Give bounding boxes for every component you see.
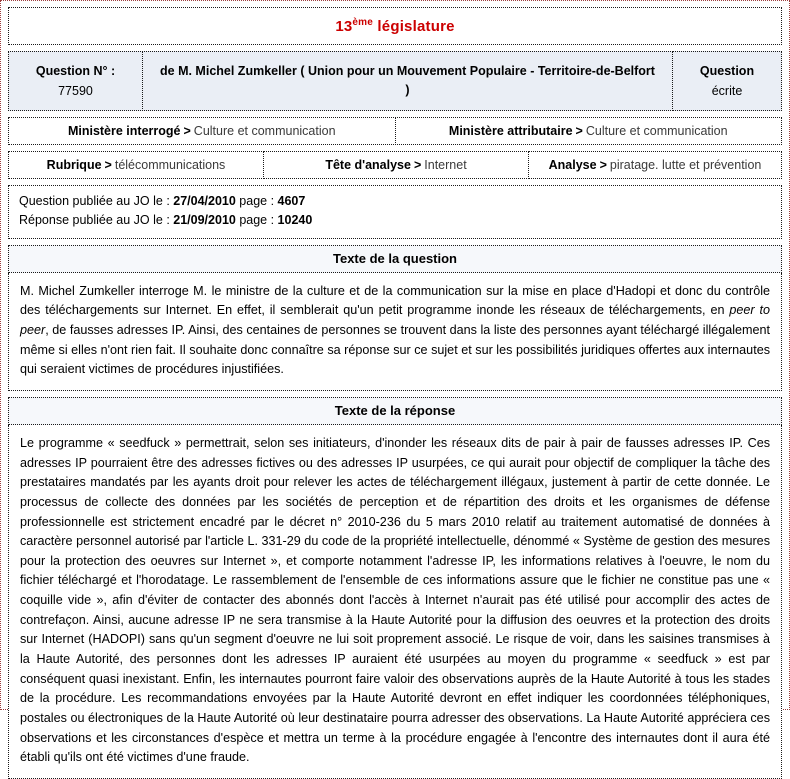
publication-dates-block [8, 185, 782, 239]
ministere-attributaire-label: Ministère attributaire [448, 124, 573, 138]
separator-chevron: > [183, 124, 191, 138]
analyse-value: piratage. lutte et prévention [609, 158, 762, 172]
ministere-interroge-cell [8, 117, 396, 145]
separator-chevron: > [104, 158, 112, 172]
question-author: de M. Michel Zumkeller ( Union pour un Mouvement Populaire - Territoire-de-Belfort ) [160, 63, 655, 97]
classification-row [8, 151, 782, 179]
ministere-attributaire-value: Culture et communication [585, 124, 728, 138]
question-paragraph [20, 282, 770, 380]
question-identity-row [8, 51, 782, 111]
reponse-page-label: page : [235, 213, 278, 228]
rubrique-label: Rubrique [46, 158, 102, 172]
question-page-number: 4607 [277, 194, 306, 208]
tete-analyse-label: Tête d'analyse [325, 158, 411, 172]
tete-analyse-cell [263, 151, 529, 179]
reponse-page-number: 10240 [277, 213, 313, 228]
question-type-line1: Question [699, 64, 755, 78]
legislature-word: législature [377, 17, 455, 35]
tete-analyse-value: Internet [424, 158, 467, 172]
question-publication-prefix: Question publiée au JO le : [19, 194, 174, 208]
question-type-line2: écrite [711, 84, 743, 98]
legislature-number: 13 [335, 17, 353, 35]
question-type-cell [672, 51, 782, 111]
reponse-publication-date: 21/09/2010 [173, 213, 236, 228]
legislature-title-bar [8, 7, 782, 45]
question-publication-date: 27/04/2010 [173, 194, 236, 208]
answer-paragraph: Le programme « seedfuck » permettrait, selon ses initiateurs, d'inonder les réseaux dits de pair à pair de fausses adresses IP. Ces adresses IP pourraient être des adresses fictives ou des adresses IP usurpées, ce qui aurait pour objectif de compliquer la tâche des prestataires mandatés par les ayants droit pour relever les actes de téléchargement illégaux, justement à partir de cette donnée. Le processus de collecte des données par les sociétés de perception et de répartition des droits et les organismes de défense professionnelle est strictement encadré par le décret n° 2010-236 du 5 mars 2010 relatif au traitement automatisé de données à caractère personnel autorisé par l'article L. 331-29 du code de la propriété intellectuelle, dénommé « Système de gestion des mesures pour la protection des oeuvres sur Internet », et comporte notamment l'adresse IP, les informations relatives à l'oeuvre, le nom du fichier téléchargé et l'horodatage. Le rassemblement de l'ensemble de ces informations assure que le fichier ne constitue pas une « coquille vide », afin d'éviter de contacter des abonnés dont l'accès à Internet n'aurait pas été utilisé pour accomplir des actes de contrefaçon. Ainsi, aucune adresse IP ne sera transmise à la Haute Autorité pour la diffusion des oeuvres et la protection des droits sur Internet (HADOPI) sans qu'un segment d'oeuvre ne lui soit proprement associé. Le risque de voir, dans les saisines transmises à la Haute Autorité, des personnes dont les adresses IP auraient été usurpées au moyen du programme « seedfuck » est par conséquent quasi inexistant. Enfin, les internautes pourront faire valoir des observations auprès de la Haute Autorité à tous les stades de la procédure. Les recommandations envoyées par la Haute Autorité devront en effet indiquer les coordonnées téléphoniques, postales ou électroniques de la Haute Autorité où leur destinataire pourra adresser des observations. La Haute Autorité appréciera ces observations et les circonstances d'espèce et mettra un terme à la procédure engagée à l'encontre des internautes dont il aura été établi qu'ils ont été victimes d'une fraude. [20, 435, 770, 765]
ministere-interroge-value: Culture et communication [193, 124, 336, 138]
question-text-part2: , de fausses adresses IP. Ainsi, des centaines de personnes se trouvent dans la liste des personnes ayant téléchargé illégalement même si elles n'ont rien fait. Il souhaite donc connaître sa réponse sur ce sujet et sur les possibilités juridiques offertes aux internautes qui seraient victimes de procédures injustifiées. [20, 323, 770, 377]
question-text-italic: peer to peer [20, 303, 770, 338]
question-number-label: Question N° : [35, 64, 116, 78]
question-publication-line [19, 192, 771, 211]
reponse-publication-prefix: Réponse publiée au JO le : [19, 213, 174, 228]
analyse-label: Analyse [548, 158, 597, 172]
ministries-row [8, 117, 782, 145]
legislature-title [335, 18, 454, 35]
legislature-ordinal-suffix: ème [352, 16, 374, 28]
answer-section-header: Texte de la réponse [8, 397, 782, 425]
separator-chevron: > [599, 158, 607, 172]
question-section-header: Texte de la question [8, 245, 782, 273]
separator-chevron: > [413, 158, 422, 172]
question-number-cell [8, 51, 143, 111]
question-number-value: 77590 [58, 84, 93, 98]
rubrique-cell [8, 151, 264, 179]
question-text-body [8, 273, 782, 391]
ministere-interroge-label: Ministère interrogé [67, 124, 181, 138]
reponse-publication-line [19, 211, 771, 230]
answer-text-body [8, 425, 782, 779]
rubrique-value: télécommunications [114, 158, 226, 172]
ministere-attributaire-cell [395, 117, 783, 145]
separator-chevron: > [575, 124, 583, 138]
question-page-label: page : [235, 194, 278, 208]
question-text-part1: M. Michel Zumkeller interroge M. le ministre de la culture et de la communication sur la mise en place d'Hadopi et donc du contrôle des téléchargements sur Internet. En effet, il semblerait qu'un petit programme inonde les réseaux de téléchargements, en [20, 283, 770, 318]
question-author-cell [142, 51, 673, 111]
analyse-cell [528, 151, 782, 179]
